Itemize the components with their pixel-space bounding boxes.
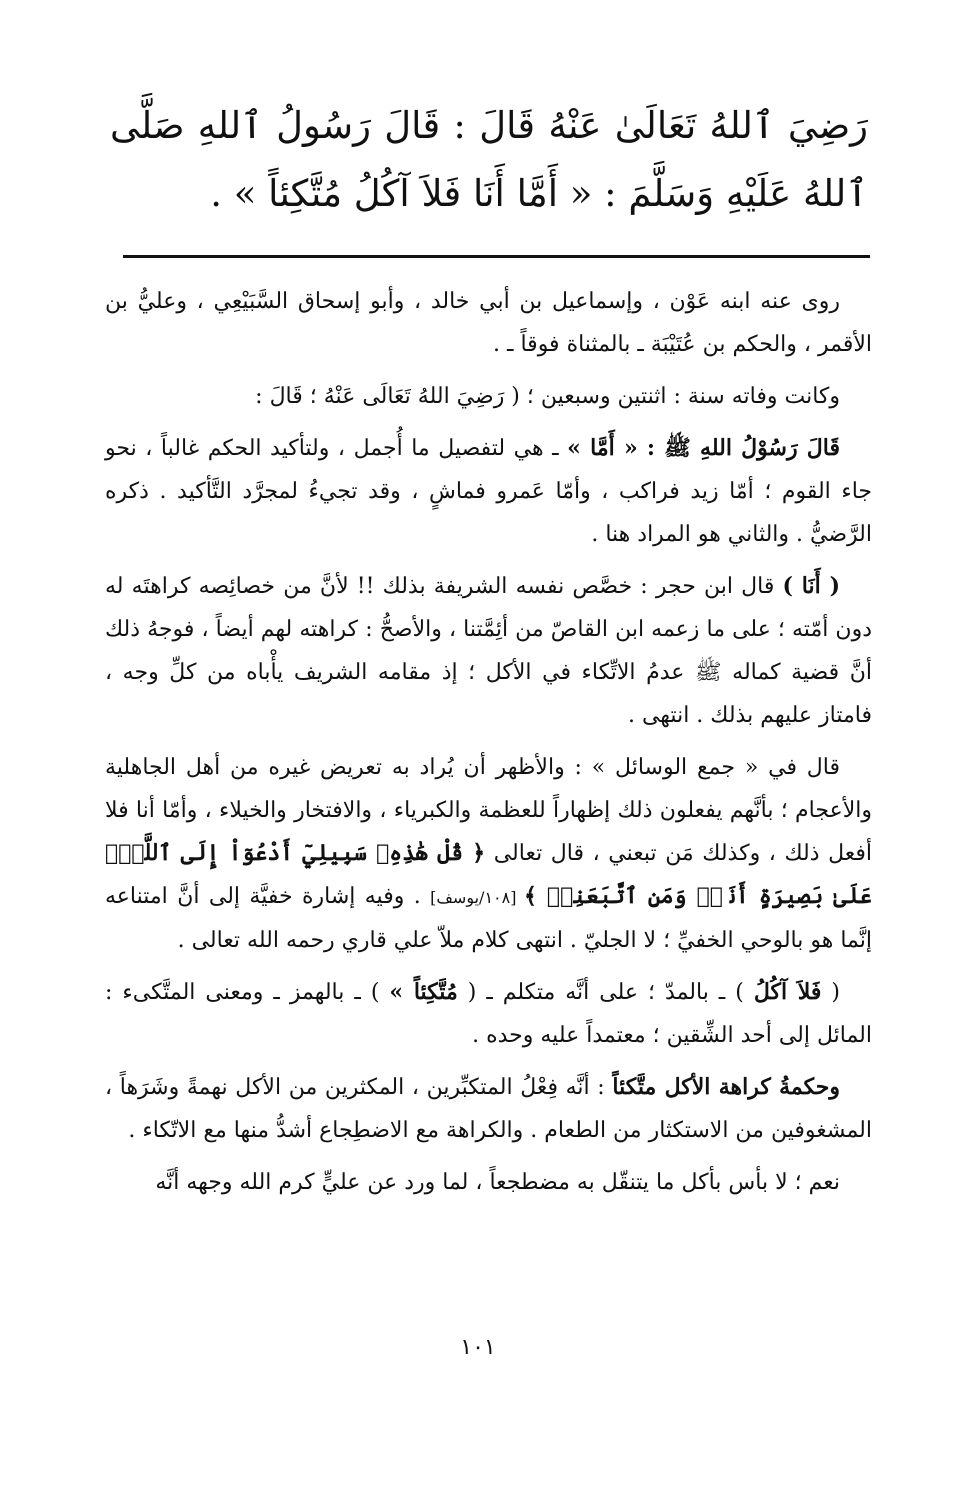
quran-verse: ﴿ قُلْ هَٰذِهِۦ سَبِيلِيٓ أَدْعُوٓاْ إِلَى ٱللَّهِۚ عَلَىٰ بَصِيرَةٍ أَنَا۠ وَمَنِ ٱتَّبَعَنِيۖ ﴾: [105, 840, 873, 909]
commentary-paragraph-4: [105, 565, 872, 737]
commentary-text: : أنَّه فِعْلُ المتكبِّرين ، المكثرين من الأكل نهمةً وشَرَهاً ، المشغوفين من الاستكثار من الطعام . والكراهة مع الاضطِجاع أشدُّ منها مع الاتّكاء .: [105, 1075, 872, 1143]
footnote-divider: [123, 255, 870, 258]
commentary-text: قال ابن حجر : خصَّص نفسه الشريفة بذلك !! لأنَّ من خصائِصه كراهتَه له دون أمّته ؛ على ما زعمه ابن القاصّ من أئِمَّتنا ، والأصحُّ : كراهته لهم أيضاً ، فوجهُ ذلك أنَّ قضية كماله ﷺ عدمُ الاتِّكاء في الأكل ؛ إذ مقامه الشريف يأْباه من كلِّ وجه ، فامتاز عليهم بذلك . انتهى .: [105, 574, 872, 728]
commentary-paragraph-2: وكانت وفاته سنة : اثنتين وسبعين ؛ ( رَضِيَ اللهُ تَعَالَى عَنْهُ ؛ قَالَ :: [255, 384, 840, 409]
page-number: ١٠١: [460, 1335, 496, 1360]
quoted-hadith-phrase: فَلاَ آكُلُ: [753, 979, 822, 1005]
commentary-text: قال في « جمع الوسائل » : والأظهر أن يُراد به تعريض غيره من أهل الجاهلية والأعجام ؛ بأنَّهم يفعلون ذلك إظهاراً للعظمة والكبرياء ، والافتخار والخيلاء ، وأمّا أنا فلا أفعل ذلك ، وكذلك مَن تبعني ، قال تعالى: [105, 755, 872, 866]
commentary-paragraph-8: نعم ؛ لا بأس بأكل ما يتنقّل به مضطجعاً ، لما ورد عن عليٍّ كرم الله وجهه أنَّه: [155, 1170, 840, 1195]
commentary-text: . وفيه إشارة خفيَّة إلى أنَّ امتناعه إنَّما هو بالوحي الخفيِّ ؛ لا الجليّ . انتهى كلام ملاّ علي قاري رحمه الله تعالى .: [105, 884, 872, 953]
quoted-hadith-phrase: قَالَ رَسُوْلُ اللهِ ﷺ : « أَمَّا »: [567, 435, 840, 461]
commentary-paragraph-5: [105, 746, 872, 962]
commentary-paragraph-3: [105, 427, 872, 556]
verse-reference: [١٠٨/يوسف]: [430, 888, 524, 907]
commentary-text: (: [821, 980, 840, 1005]
hadith-text: رَضِيَ ٱللهُ تَعَالَىٰ عَنْهُ قَالَ : قَالَ رَسُولُ ٱللهِ صَلَّى ٱللهُ عَلَيْهِ وَسَلَّمَ : « أَمَّا أَنَا فَلاَ آكُلُ مُتَّكِئاً » .: [110, 104, 868, 215]
commentary-text: ) ـ بالمدّ ؛ على أنَّه متكلم ـ (: [457, 980, 754, 1005]
commentary-text: ) ـ بالهمز ـ ومعنى المتَّكىء : المائل إلى أحد الشِّقين ؛ معتمداً عليه وحده .: [105, 980, 872, 1048]
commentary-text: ـ هي لتفصيل ما أُجمل ، ولتأكيد الحكم غالباً ، نحو جاء القوم ؛ أمّا زيد فراكب ، وأمّا عَمرو فماشٍ ، وقد تجيءُ لمجرَّد التَّأكيد . ذكره الرَّضيُّ . والثاني هو المراد هنا .: [105, 436, 872, 547]
commentary-paragraph-7: [105, 1066, 872, 1152]
commentary-section: [105, 280, 872, 1213]
commentary-paragraph-6: [105, 971, 872, 1057]
commentary-paragraph-1: روى عنه ابنه عَوْن ، وإسماعيل بن أبي خالد ، وأبو إسحاق السَّبَيْعِي ، وعليُّ بن الأقمر ، والحكم بن عُتَيْبَة ـ بالمثناة فوقاً ـ .: [105, 289, 872, 357]
quoted-hadith-phrase: مُتَّكِئاً »: [389, 979, 458, 1005]
section-heading: وحكمةُ كراهة الأكل متَّكئاً: [612, 1074, 841, 1100]
quoted-hadith-phrase: ( أَنَا ): [782, 573, 840, 599]
